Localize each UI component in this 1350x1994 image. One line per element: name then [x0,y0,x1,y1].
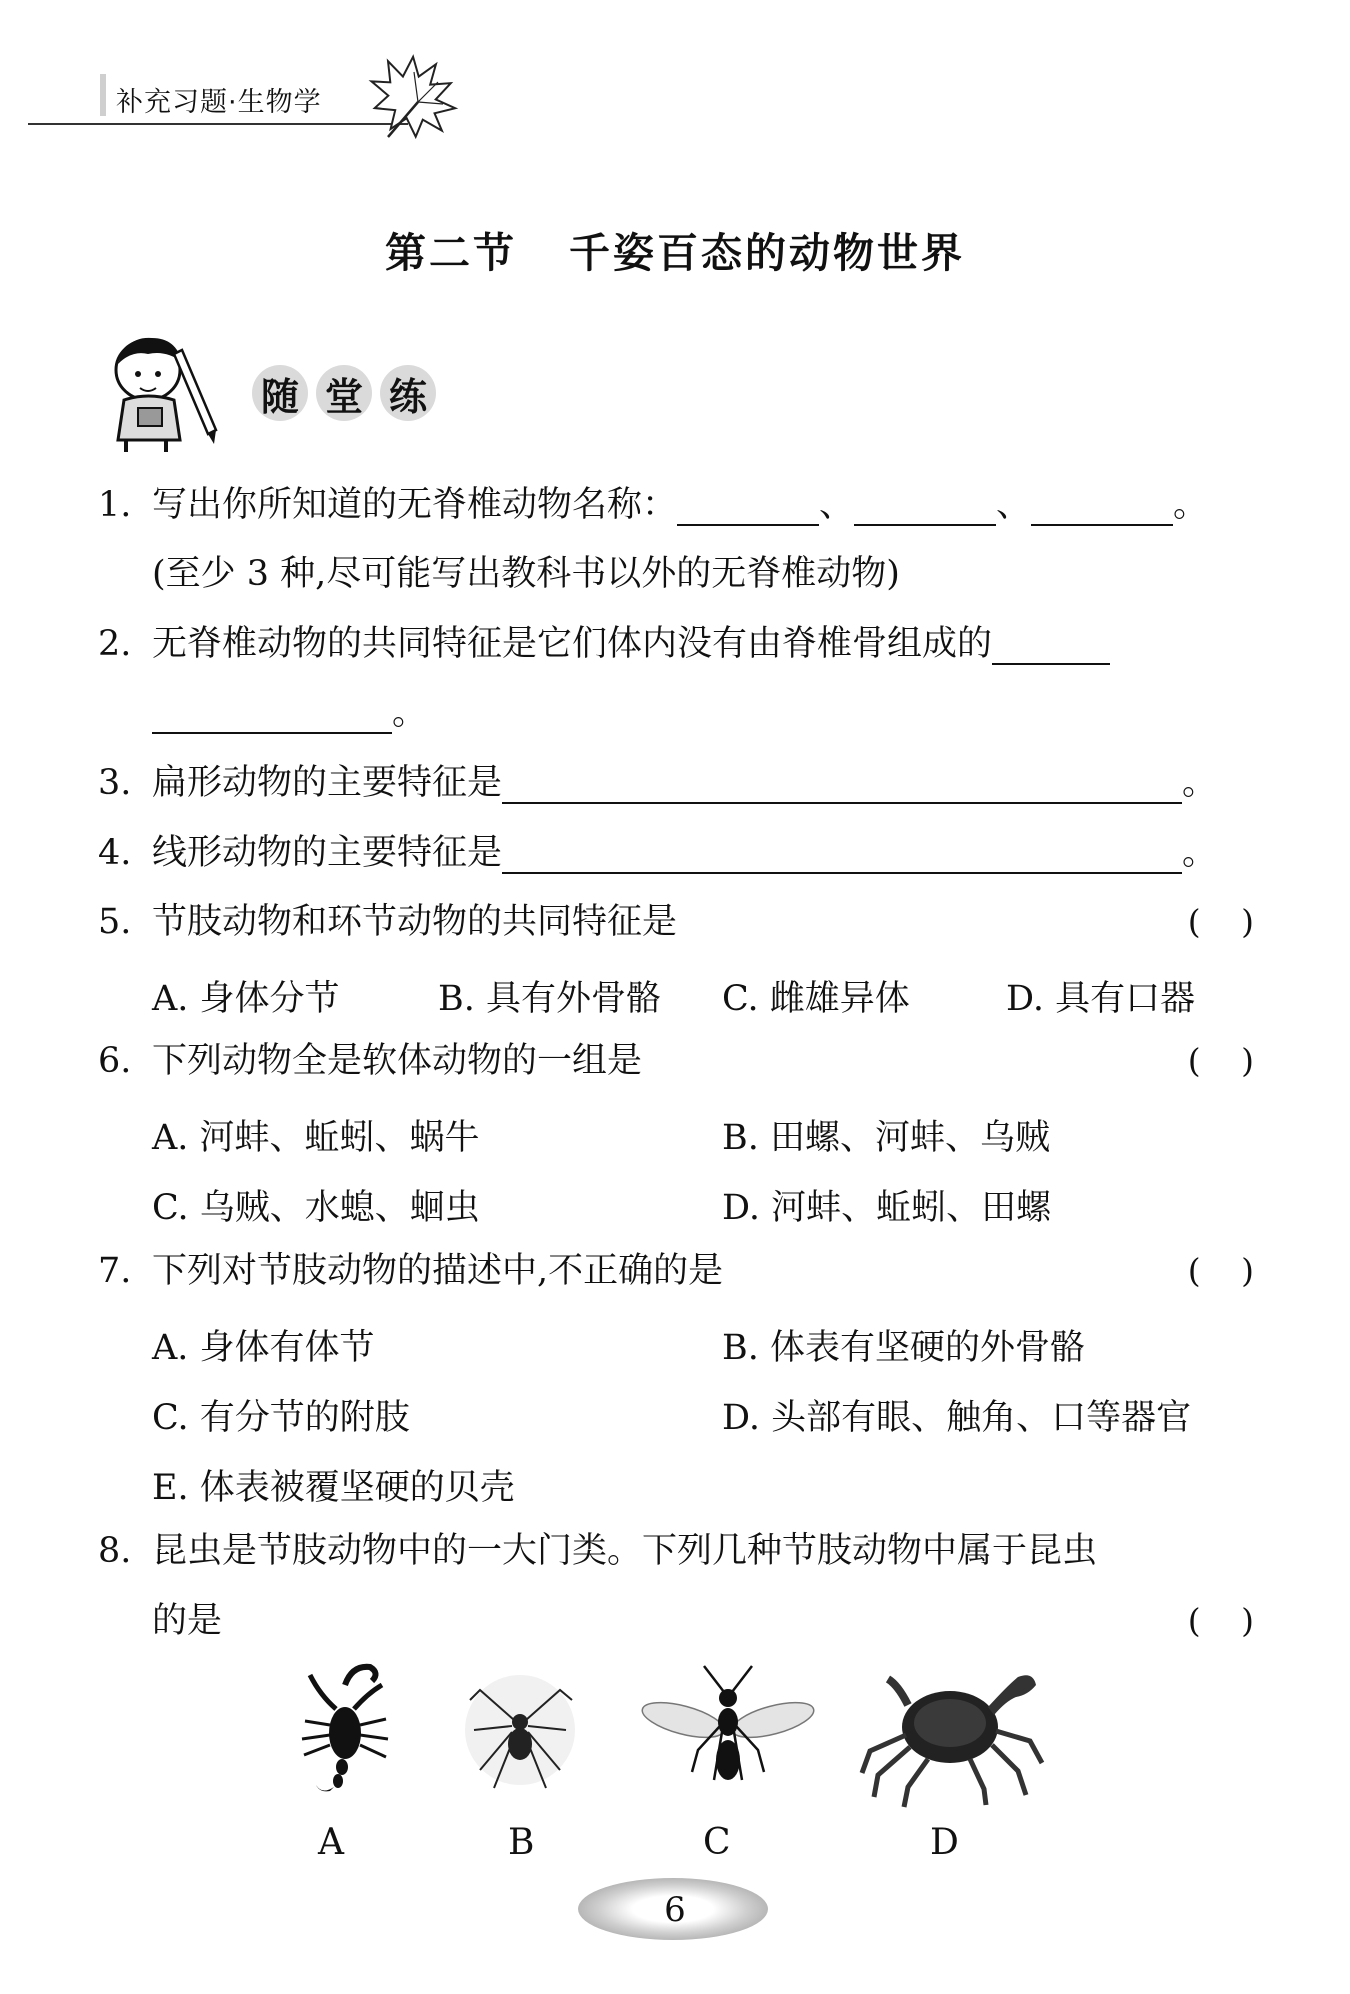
option-a[interactable]: A. 河蚌、蚯蚓、蜗牛 [152,1118,480,1158]
option-d[interactable]: D. 河蚌、蚯蚓、田螺 [722,1188,1052,1228]
answer-blank[interactable] [502,768,1182,804]
question-number: 7. [98,1251,132,1291]
crab-image[interactable] [858,1655,1048,1810]
question-text: 无脊椎动物的共同特征是它们体内没有由脊椎骨组成的 [152,624,993,664]
answer-bracket[interactable]: ( ) [1187,902,1254,941]
answer-blank[interactable] [854,490,996,526]
running-header [28,60,428,130]
header-accent-bar [100,74,106,116]
image-label-c: C [703,1822,731,1863]
separator: 、 [996,485,1032,525]
option-e[interactable]: E. 体表被覆坚硬的贝壳 [152,1468,515,1508]
badge-char: 随 [252,365,308,421]
question-number: 2. [98,624,132,664]
image-label-d: D [930,1822,959,1863]
question-text: 的是 [152,1601,223,1641]
option-a[interactable]: A. 身体分节 [152,979,340,1019]
option-b[interactable]: B. 具有外骨骼 [438,979,661,1019]
option-d[interactable]: D. 头部有眼、触角、口等器官 [722,1398,1192,1438]
answer-blank[interactable] [992,629,1110,665]
question-text: 下列对节肢动物的描述中,不正确的是 [152,1251,724,1291]
question-text: 扁形动物的主要特征是 [152,763,503,803]
practice-badge [252,365,436,421]
question-number: 3. [98,763,132,803]
option-a[interactable]: A. 身体有体节 [152,1328,375,1368]
period: 。 [392,693,428,733]
period: 。 [1173,485,1209,525]
period: 。 [1182,763,1218,803]
answer-blank[interactable] [1031,490,1173,526]
question-text: 写出你所知道的无脊椎动物名称： [152,485,678,525]
question-number: 8. [98,1531,132,1571]
question-text: 下列动物全是软体动物的一组是 [152,1041,643,1081]
option-b[interactable]: B. 体表有坚硬的外骨骼 [722,1328,1085,1368]
question-number: 5. [98,902,132,942]
header-title: 补充习题·生物学 [116,87,322,118]
question-number: 6. [98,1041,132,1081]
question-text: 昆虫是节肢动物中的一大门类。下列几种节肢动物中属于昆虫 [152,1531,1098,1571]
question-number: 4. [98,833,132,873]
badge-char: 堂 [316,365,372,421]
answer-bracket[interactable]: ( ) [1187,1601,1254,1640]
spider-image[interactable] [460,1660,580,1800]
answer-blank[interactable] [502,838,1182,874]
answer-blank[interactable] [152,698,392,734]
period: 。 [1182,833,1218,873]
page-number: 6 [664,1890,686,1930]
option-c[interactable]: C. 雌雄异体 [722,979,910,1019]
answer-bracket[interactable]: ( ) [1187,1251,1254,1290]
question-2-continued [152,692,427,734]
wasp-image[interactable] [638,1660,818,1795]
section-name: 千姿百态的动物世界 [569,229,965,277]
option-b[interactable]: B. 田螺、河蚌、乌贼 [722,1118,1050,1158]
section-number: 第二节 [385,229,517,277]
image-label-b: B [508,1822,535,1863]
question-1-note: (至少 3 种,尽可能写出教科书以外的无脊椎动物) [152,554,900,594]
scorpion-image[interactable] [290,1655,400,1800]
option-c[interactable]: C. 乌贼、水螅、蛔虫 [152,1188,480,1228]
question-text: 节肢动物和环节动物的共同特征是 [152,902,678,942]
badge-char: 练 [380,365,436,421]
separator: 、 [819,485,855,525]
answer-bracket[interactable]: ( ) [1187,1041,1254,1080]
student-mascot-icon [96,330,226,455]
question-text: 线形动物的主要特征是 [152,833,503,873]
maple-leaf-icon [358,42,468,152]
option-c[interactable]: C. 有分节的附肢 [152,1398,410,1438]
question-number: 1. [98,485,132,525]
answer-blank[interactable] [677,490,819,526]
header-rule [28,123,408,125]
image-label-a: A [318,1822,344,1863]
option-d[interactable]: D. 具有口器 [1006,979,1196,1019]
section-title [0,220,1350,279]
